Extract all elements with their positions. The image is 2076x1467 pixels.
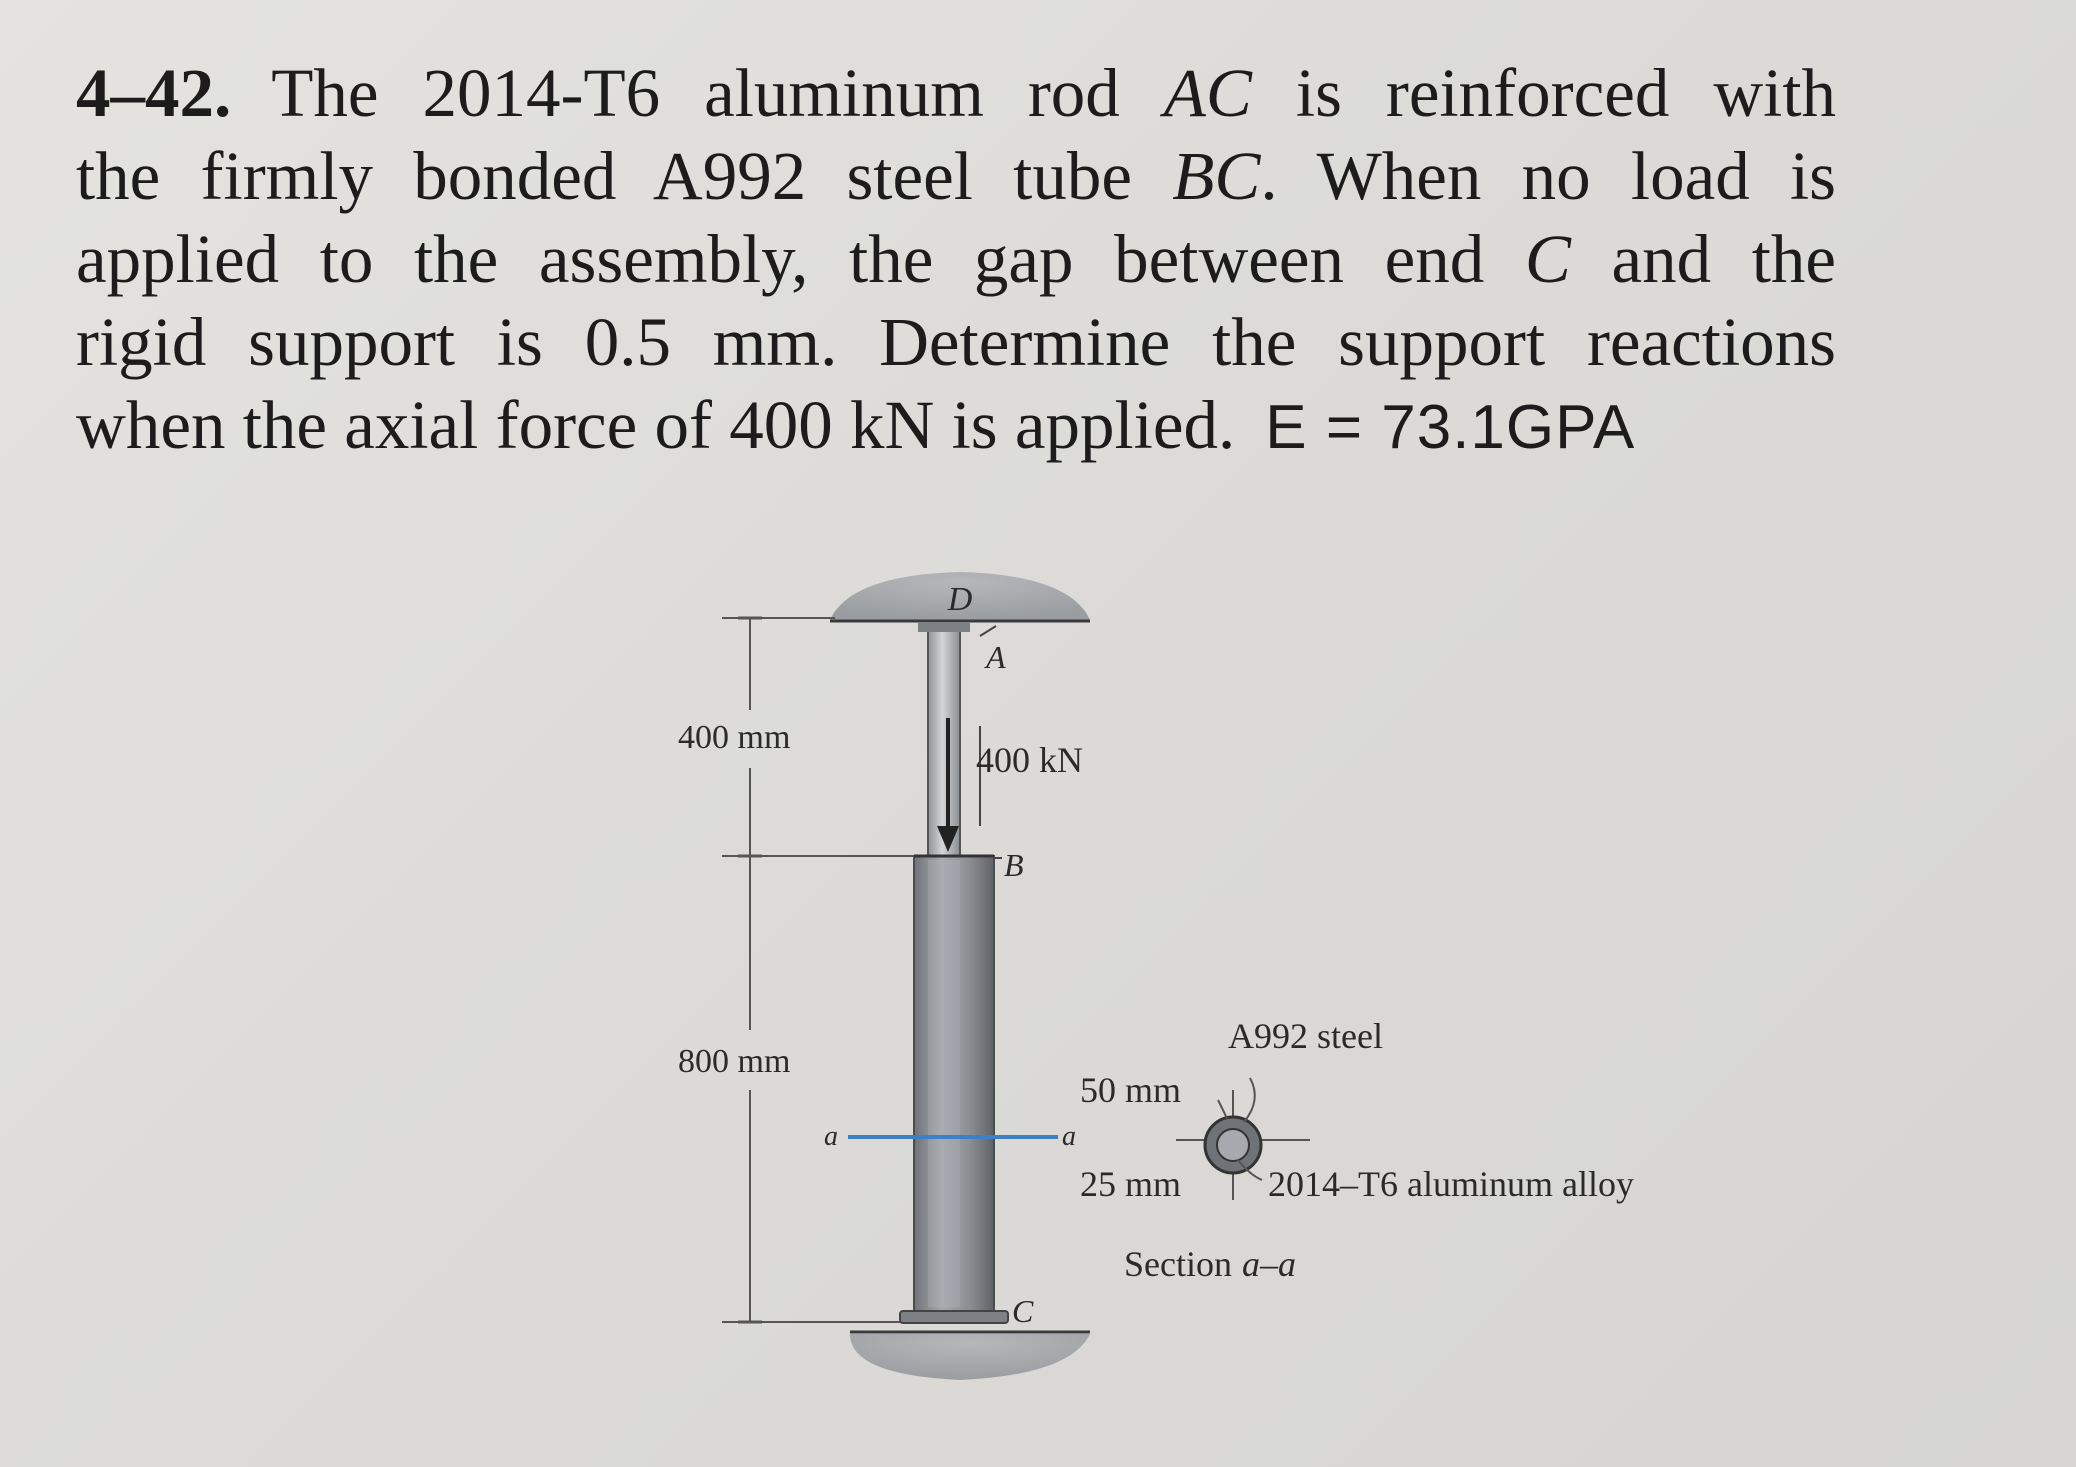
tube-BC xyxy=(900,856,1008,1323)
aluminum-rod-lower xyxy=(928,860,960,1307)
leader-50mm xyxy=(1218,1100,1226,1117)
dim-400-label: 400 mm xyxy=(678,719,791,756)
label-A: A xyxy=(986,639,1006,675)
problem-number: 4–42. xyxy=(76,55,232,131)
problem-line-5: when the axial force of 400 kN is applied. E = 73.1GPA xyxy=(76,387,1636,463)
dim-800-label: 800 mm xyxy=(678,1043,791,1080)
inner-dim-label: 25 mm xyxy=(1080,1164,1182,1204)
leader-A xyxy=(980,626,996,636)
leader-steel xyxy=(1244,1078,1255,1122)
problem-line-3: applied to the assembly, the gap between end C and the xyxy=(76,221,1837,297)
floor-block xyxy=(850,1334,1090,1380)
problem-line-1: 4–42. The 2014-T6 aluminum rod AC is reinforced with xyxy=(76,55,1837,131)
rod-cap-A xyxy=(918,622,970,632)
aluminum-rod-upper xyxy=(928,626,960,856)
bottom-support xyxy=(850,1332,1090,1380)
label-B: B xyxy=(1004,847,1024,883)
section-title: Section a–a xyxy=(1124,1244,1296,1284)
aluminum-label: 2014–T6 aluminum alloy xyxy=(1268,1164,1634,1204)
outer-dim-label: 50 mm xyxy=(1080,1070,1182,1110)
force-label: 400 kN xyxy=(976,740,1083,780)
problem-line-4: rigid support is 0.5 mm. Determine the support reactions xyxy=(76,304,1836,380)
section-mark-right: a xyxy=(1062,1121,1076,1152)
problem-line-2: the firmly bonded A992 steel tube BC. When no load is xyxy=(76,138,1837,214)
rod-AB xyxy=(918,622,996,856)
rod-end-C xyxy=(900,1311,1008,1323)
steel-label: A992 steel xyxy=(1228,1016,1383,1056)
section-mark-left: a xyxy=(824,1121,838,1152)
aluminum-rod-section xyxy=(1217,1129,1249,1161)
label-C: C xyxy=(1012,1293,1034,1329)
label-D: D xyxy=(947,581,973,618)
top-support xyxy=(830,572,1090,621)
modulus-note: E = 73.1GPA xyxy=(1265,393,1636,462)
